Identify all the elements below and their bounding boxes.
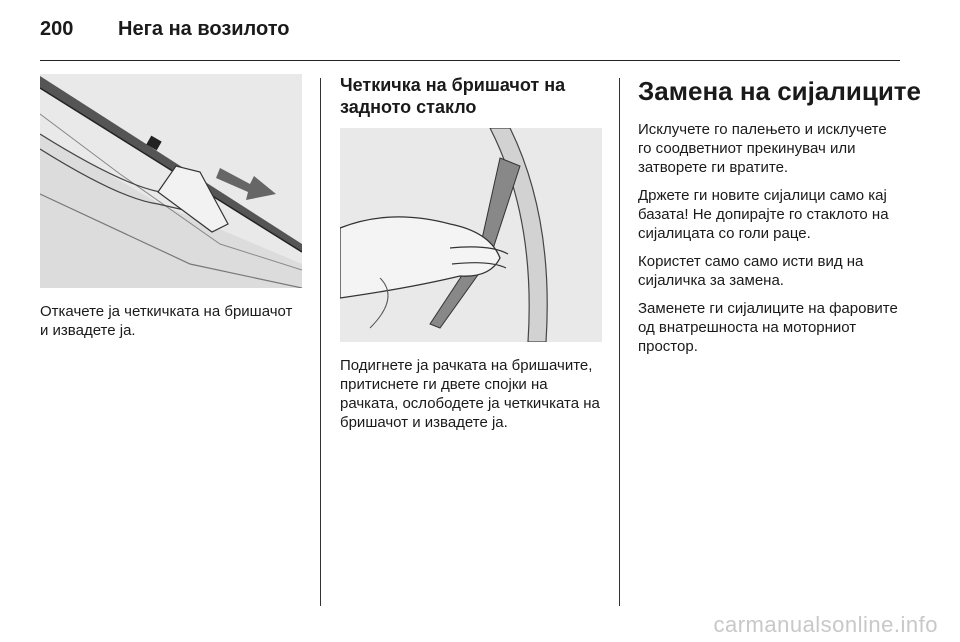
paragraph: Заменете ги сијалиците на фаровите од внатрешноста на моторниот простор. xyxy=(638,300,898,355)
page-number: 200 xyxy=(40,18,74,40)
paragraph: Користет само само исти вид на сијаличка за замена. xyxy=(638,253,864,289)
figure-caption-1: Откачете ја четкичката на бришачот и извадете ја. xyxy=(40,303,293,339)
section-title: Нега на возилото xyxy=(118,18,290,40)
main-section-heading: Замена на сијалиците xyxy=(638,76,922,106)
watermark: carmanualsonline.info xyxy=(713,612,938,637)
paragraph: Држете ги новите сијалици само кај базата! Не допирајте го стаклото на сијалицата со голи раце. xyxy=(638,187,889,242)
subsection-heading: Четкичка на бришачот на задното стакло xyxy=(340,75,566,117)
column-divider-left xyxy=(320,78,321,606)
column-divider-right xyxy=(619,78,620,606)
header-rule xyxy=(40,60,900,61)
rear-wiper-illustration xyxy=(340,128,602,342)
column-2 xyxy=(340,74,602,432)
paragraph: Исклучете го палењето и исклучете го соодветниот прекинувач или затворете ги вратите. xyxy=(638,121,887,176)
figure-caption-2: Подигнете ја рачката на бришачите, притиснете ги двете спојки на рачката, ослободете ја четкичката на бришачот и извадете ја. xyxy=(340,357,600,431)
wiper-blade-illustration xyxy=(40,74,302,288)
column-3 xyxy=(638,74,922,365)
column-1 xyxy=(40,74,302,340)
